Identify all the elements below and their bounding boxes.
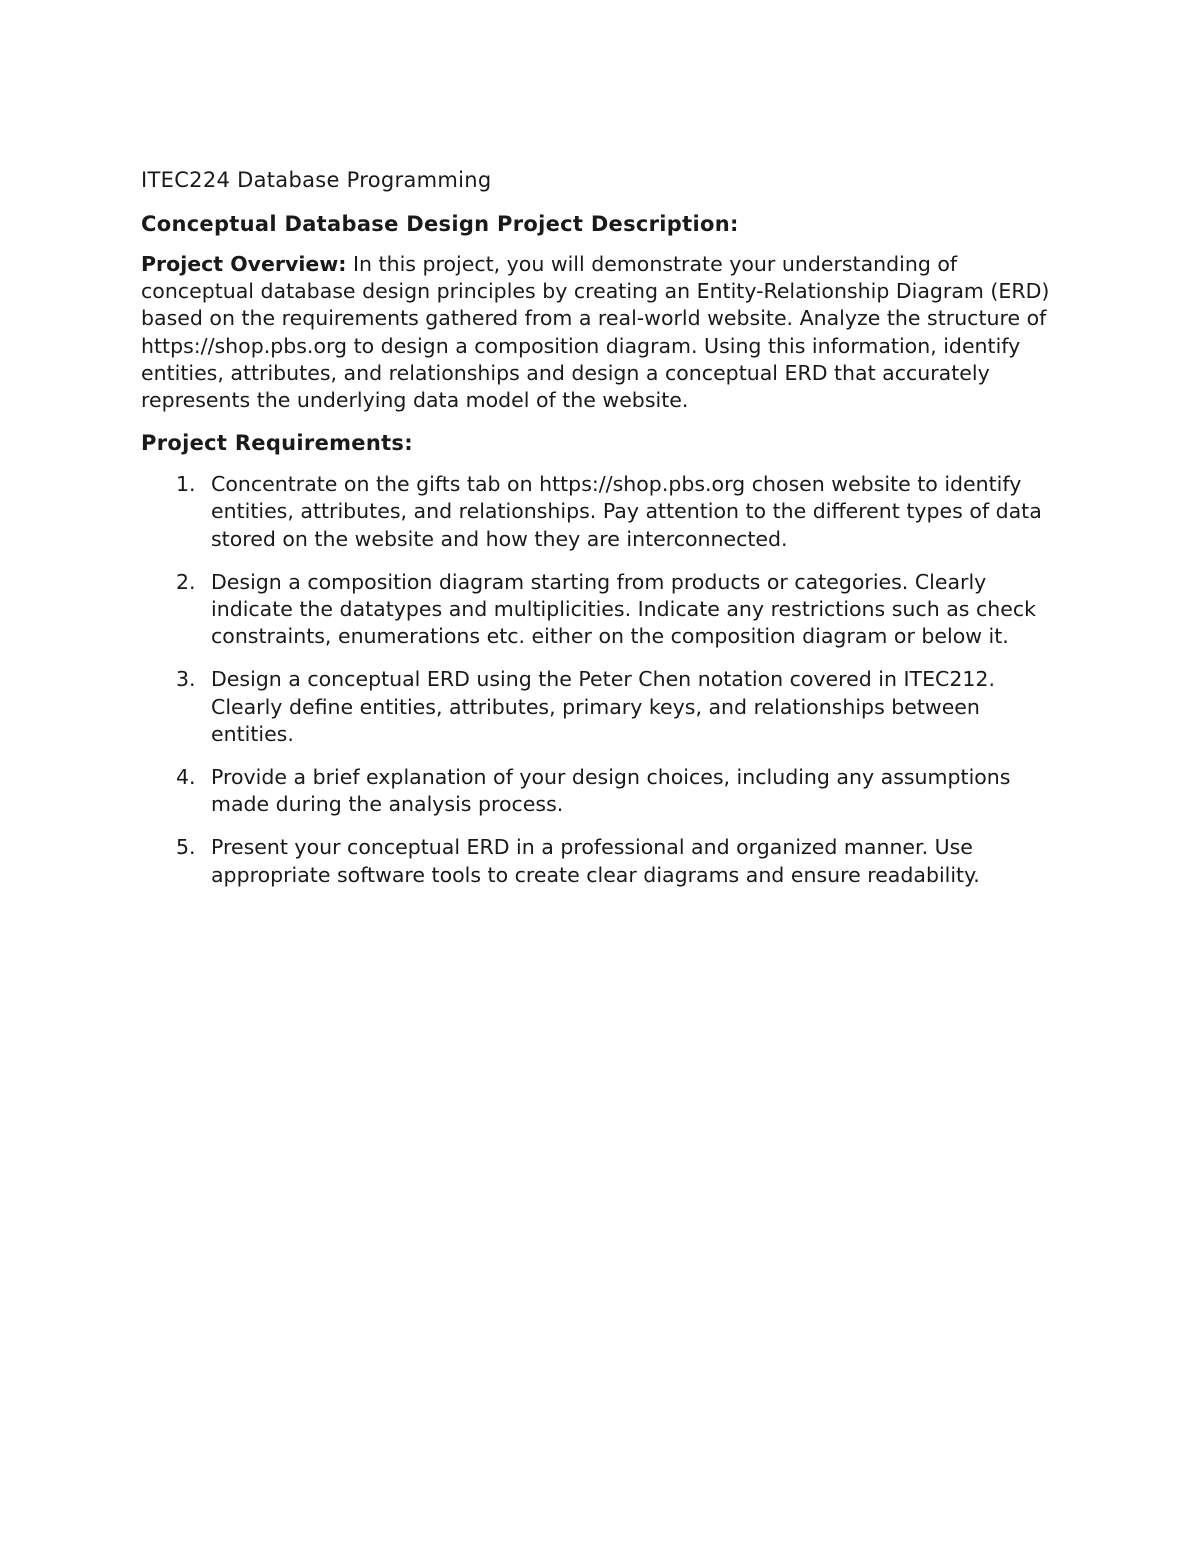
requirement-item (141, 569, 1061, 651)
requirement-number: 1. (176, 472, 196, 497)
requirements-list (141, 471, 1061, 889)
requirements-heading: Project Requirements: (141, 431, 413, 456)
project-title: Conceptual Database Design Project Description: (141, 212, 739, 236)
requirement-number: 3. (176, 667, 196, 692)
requirement-number: 5. (176, 835, 196, 860)
project-overview-text: In this project, you will demonstrate your understanding of conceptual database design principles by creating an Entity-Relationship Diagram (ERD) based on the requirements gathered from a real-world website. Analyze the structure of https://shop.pbs.org to design a composition diagram. Using this information, identify entities, attributes, and relationships and design a conceptual ERD that accurately represents the underlying data model of the website. (141, 252, 1050, 413)
requirement-item (141, 764, 1061, 818)
requirement-text: Concentrate on the gifts tab on https://shop.pbs.org chosen website to identify entities, attributes, and relationships. Pay attention to the different types of data stored on the website and how they are interconnected. (211, 472, 1042, 551)
course-title: ITEC224 Database Programming (141, 168, 492, 192)
project-overview-label: Project Overview: (141, 252, 347, 276)
requirement-text: Provide a brief explanation of your design choices, including any assumptions made during the analysis process. (211, 765, 1011, 817)
requirement-number: 4. (176, 765, 196, 790)
requirement-item (141, 471, 1061, 553)
document-page (141, 165, 1061, 905)
requirement-text: Design a conceptual ERD using the Peter Chen notation covered in ITEC212. Clearly define entities, attributes, primary keys, and relationships between entities. (211, 667, 995, 746)
requirement-number: 2. (176, 569, 196, 594)
requirement-text: Present your conceptual ERD in a professional and organized manner. Use appropriate software tools to create clear diagrams and ensure readability. (211, 835, 980, 887)
project-overview-paragraph (141, 251, 1061, 414)
requirement-text: Design a composition diagram starting from products or categories. Clearly indicate the datatypes and multiplicities. Indicate any restrictions such as check constraints, enumerations etc. either on the composition diagram or below it. (211, 569, 1036, 649)
requirement-item (141, 666, 1061, 748)
requirement-item (141, 834, 1061, 888)
